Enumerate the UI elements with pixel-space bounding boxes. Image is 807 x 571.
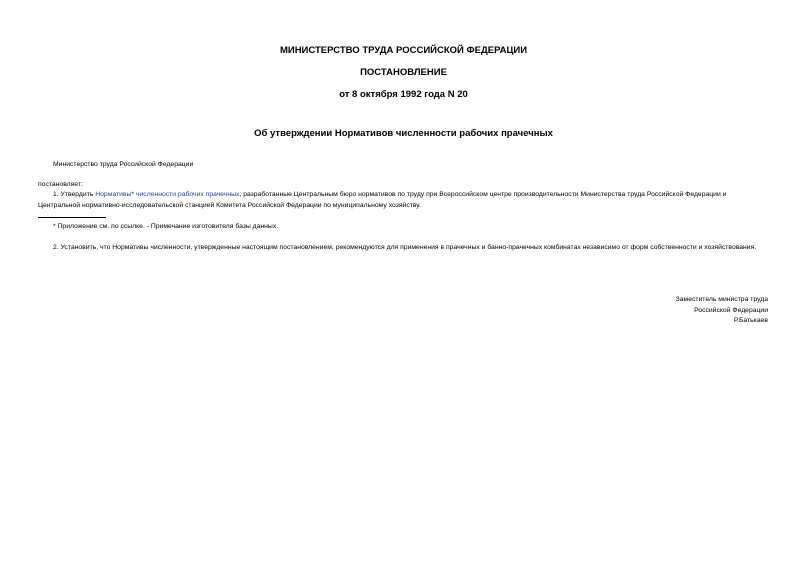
ministry-heading: МИНИСТЕРСТВО ТРУДА РОССИЙСКОЙ ФЕДЕРАЦИИ bbox=[279, 45, 528, 56]
signature-position: Заместитель министра труда bbox=[675, 296, 768, 303]
footnote-asterisk: * bbox=[131, 191, 135, 198]
signature-block bbox=[676, 295, 768, 327]
decrees-text: постановляет: bbox=[38, 181, 83, 188]
footnote-text: * Приложение см. по ссылке. - Примечание изготовителя базы данных. bbox=[53, 223, 279, 230]
paragraph-item-1 bbox=[38, 190, 768, 211]
item1-prefix: 1. Утвердить bbox=[53, 191, 96, 198]
paragraph-item-2: 2. Установить, что Нормативы численности, утвержденные настоящим постановлением, рекомендуются для применения в прачечных и банно-прачечных комбинатах независимо от форм собственности и хозяйствования. bbox=[53, 244, 757, 251]
item1-text-line2: Центральной нормативно-исследовательской станцией Комитета Российской Федерации по муниципальному хозяйству. bbox=[38, 201, 421, 209]
normatives-link[interactable]: Нормативы bbox=[95, 191, 132, 198]
footnote-divider bbox=[38, 217, 106, 218]
signature-name: Р.Батькаев bbox=[733, 317, 768, 324]
document-type-heading: ПОСТАНОВЛЕНИЕ bbox=[360, 67, 447, 78]
document-title: Об утверждении Нормативов численности рабочих прачечных bbox=[254, 128, 553, 139]
date-number-heading: от 8 октября 1992 года N 20 bbox=[339, 89, 468, 100]
laundry-workers-link[interactable]: численности рабочих прачечных bbox=[134, 191, 240, 198]
issuer-text: Министерство труда Российской Федерации bbox=[53, 161, 194, 168]
item1-text-line1: , разработанные Центральным бюро нормативов по труду при Всероссийском центре производительности Министерства труда Российской Федерации и bbox=[239, 191, 727, 198]
signature-country: Российской Федерации bbox=[694, 306, 768, 314]
